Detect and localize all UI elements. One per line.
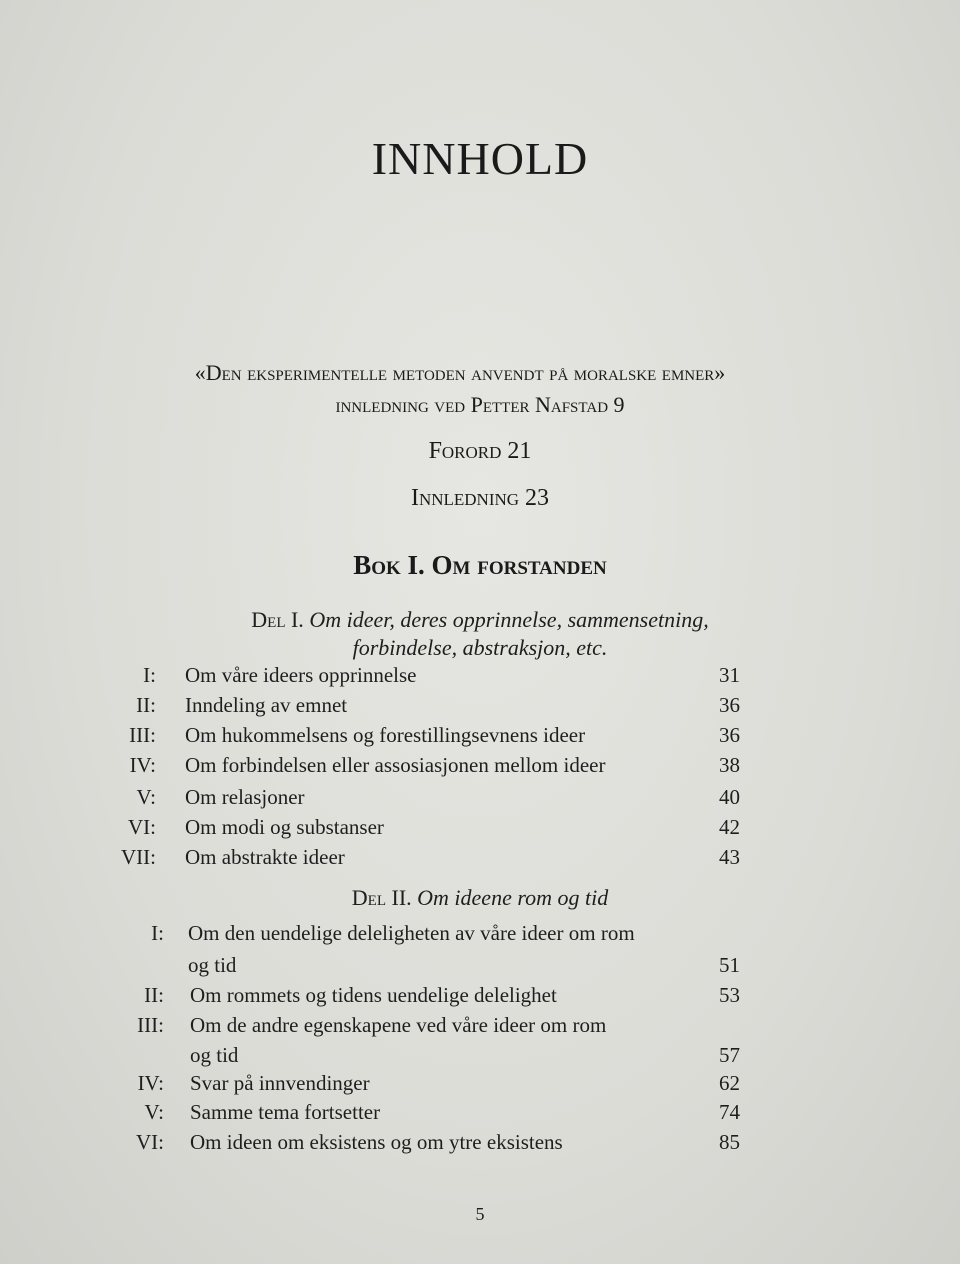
chapter-number: III: (137, 1013, 164, 1037)
part2-label: Del II. (351, 885, 418, 910)
chapter-title: Svar på innvendinger (190, 1071, 370, 1095)
chapter-number: II: (136, 693, 156, 717)
forord-entry: Forord 21 (428, 438, 532, 464)
chapter-number: IV: (129, 753, 156, 777)
page-number: 38 (719, 753, 740, 777)
chapter-title: Inndeling av emnet (185, 693, 348, 717)
chapter-title: Samme tema fortsetter (190, 1100, 381, 1124)
chapter-title: Om relasjoner (185, 785, 305, 809)
chapter-title: Om abstrakte ideer (185, 845, 345, 869)
chapter-title: Om de andre egenskapene ved våre ideer om rom (190, 1013, 607, 1037)
page-folio: 5 (475, 1204, 485, 1224)
part1-heading (0, 606, 960, 662)
chapter-title: Om hukommelsens og forestillingsevnens ideer (185, 723, 586, 747)
part1-label: Del I. (251, 607, 310, 632)
page-number: 42 (719, 815, 740, 839)
page-number: 57 (719, 1043, 740, 1067)
chapter-number: V: (136, 785, 156, 809)
chapter-number: VII: (121, 845, 156, 869)
chapter-title: Om den uendelige deleligheten av våre ideer om rom (188, 921, 635, 945)
page-number: 43 (719, 845, 740, 869)
chapter-number: II: (144, 983, 164, 1007)
part2-heading (0, 884, 960, 912)
page-number: 40 (719, 785, 740, 809)
chapter-number: III: (129, 723, 156, 747)
page-number: 74 (719, 1100, 740, 1124)
page-title: INNHOLD (371, 133, 589, 184)
page-number: 85 (719, 1130, 740, 1154)
part1-subtitle-line2: forbindelse, abstraksjon, etc. (352, 635, 608, 660)
chapter-number: V: (144, 1100, 164, 1124)
page-number: 62 (719, 1071, 740, 1095)
chapter-number: VI: (136, 1130, 164, 1154)
part1-subtitle-line1: Om ideer, deres opprinnelse, sammensetning, (309, 607, 709, 632)
chapter-title: Om forbindelsen eller assosiasjonen mellom ideer (185, 753, 606, 777)
chapter-title: Om våre ideers opprinnelse (185, 663, 417, 687)
intro-heading-line1: «Den eksperimentelle metoden anvendt på moralske emner» (194, 360, 726, 385)
page-number: 36 (719, 693, 740, 717)
part2-subtitle: Om ideene rom og tid (417, 885, 609, 910)
chapter-title: Om rommets og tidens uendelige delelighet (190, 983, 557, 1007)
chapter-number: IV: (137, 1071, 164, 1095)
chapter-number: VI: (128, 815, 156, 839)
innledning-entry: Innledning 23 (410, 485, 550, 511)
page-number: 31 (719, 663, 740, 687)
page-number: 51 (719, 953, 740, 977)
chapter-title: Om modi og substanser (185, 815, 384, 839)
book-heading: Bok I. Om forstanden (353, 550, 607, 580)
page-number: 53 (719, 983, 740, 1007)
chapter-title: Om ideen om eksistens og om ytre eksistens (190, 1130, 563, 1154)
page-number: 36 (719, 723, 740, 747)
intro-heading-line2: innledning ved Petter Nafstad 9 (335, 392, 625, 417)
chapter-number: I: (151, 921, 164, 945)
chapter-number: I: (143, 663, 156, 687)
chapter-title-continued: og tid (190, 1043, 239, 1067)
chapter-title-continued: og tid (188, 953, 237, 977)
